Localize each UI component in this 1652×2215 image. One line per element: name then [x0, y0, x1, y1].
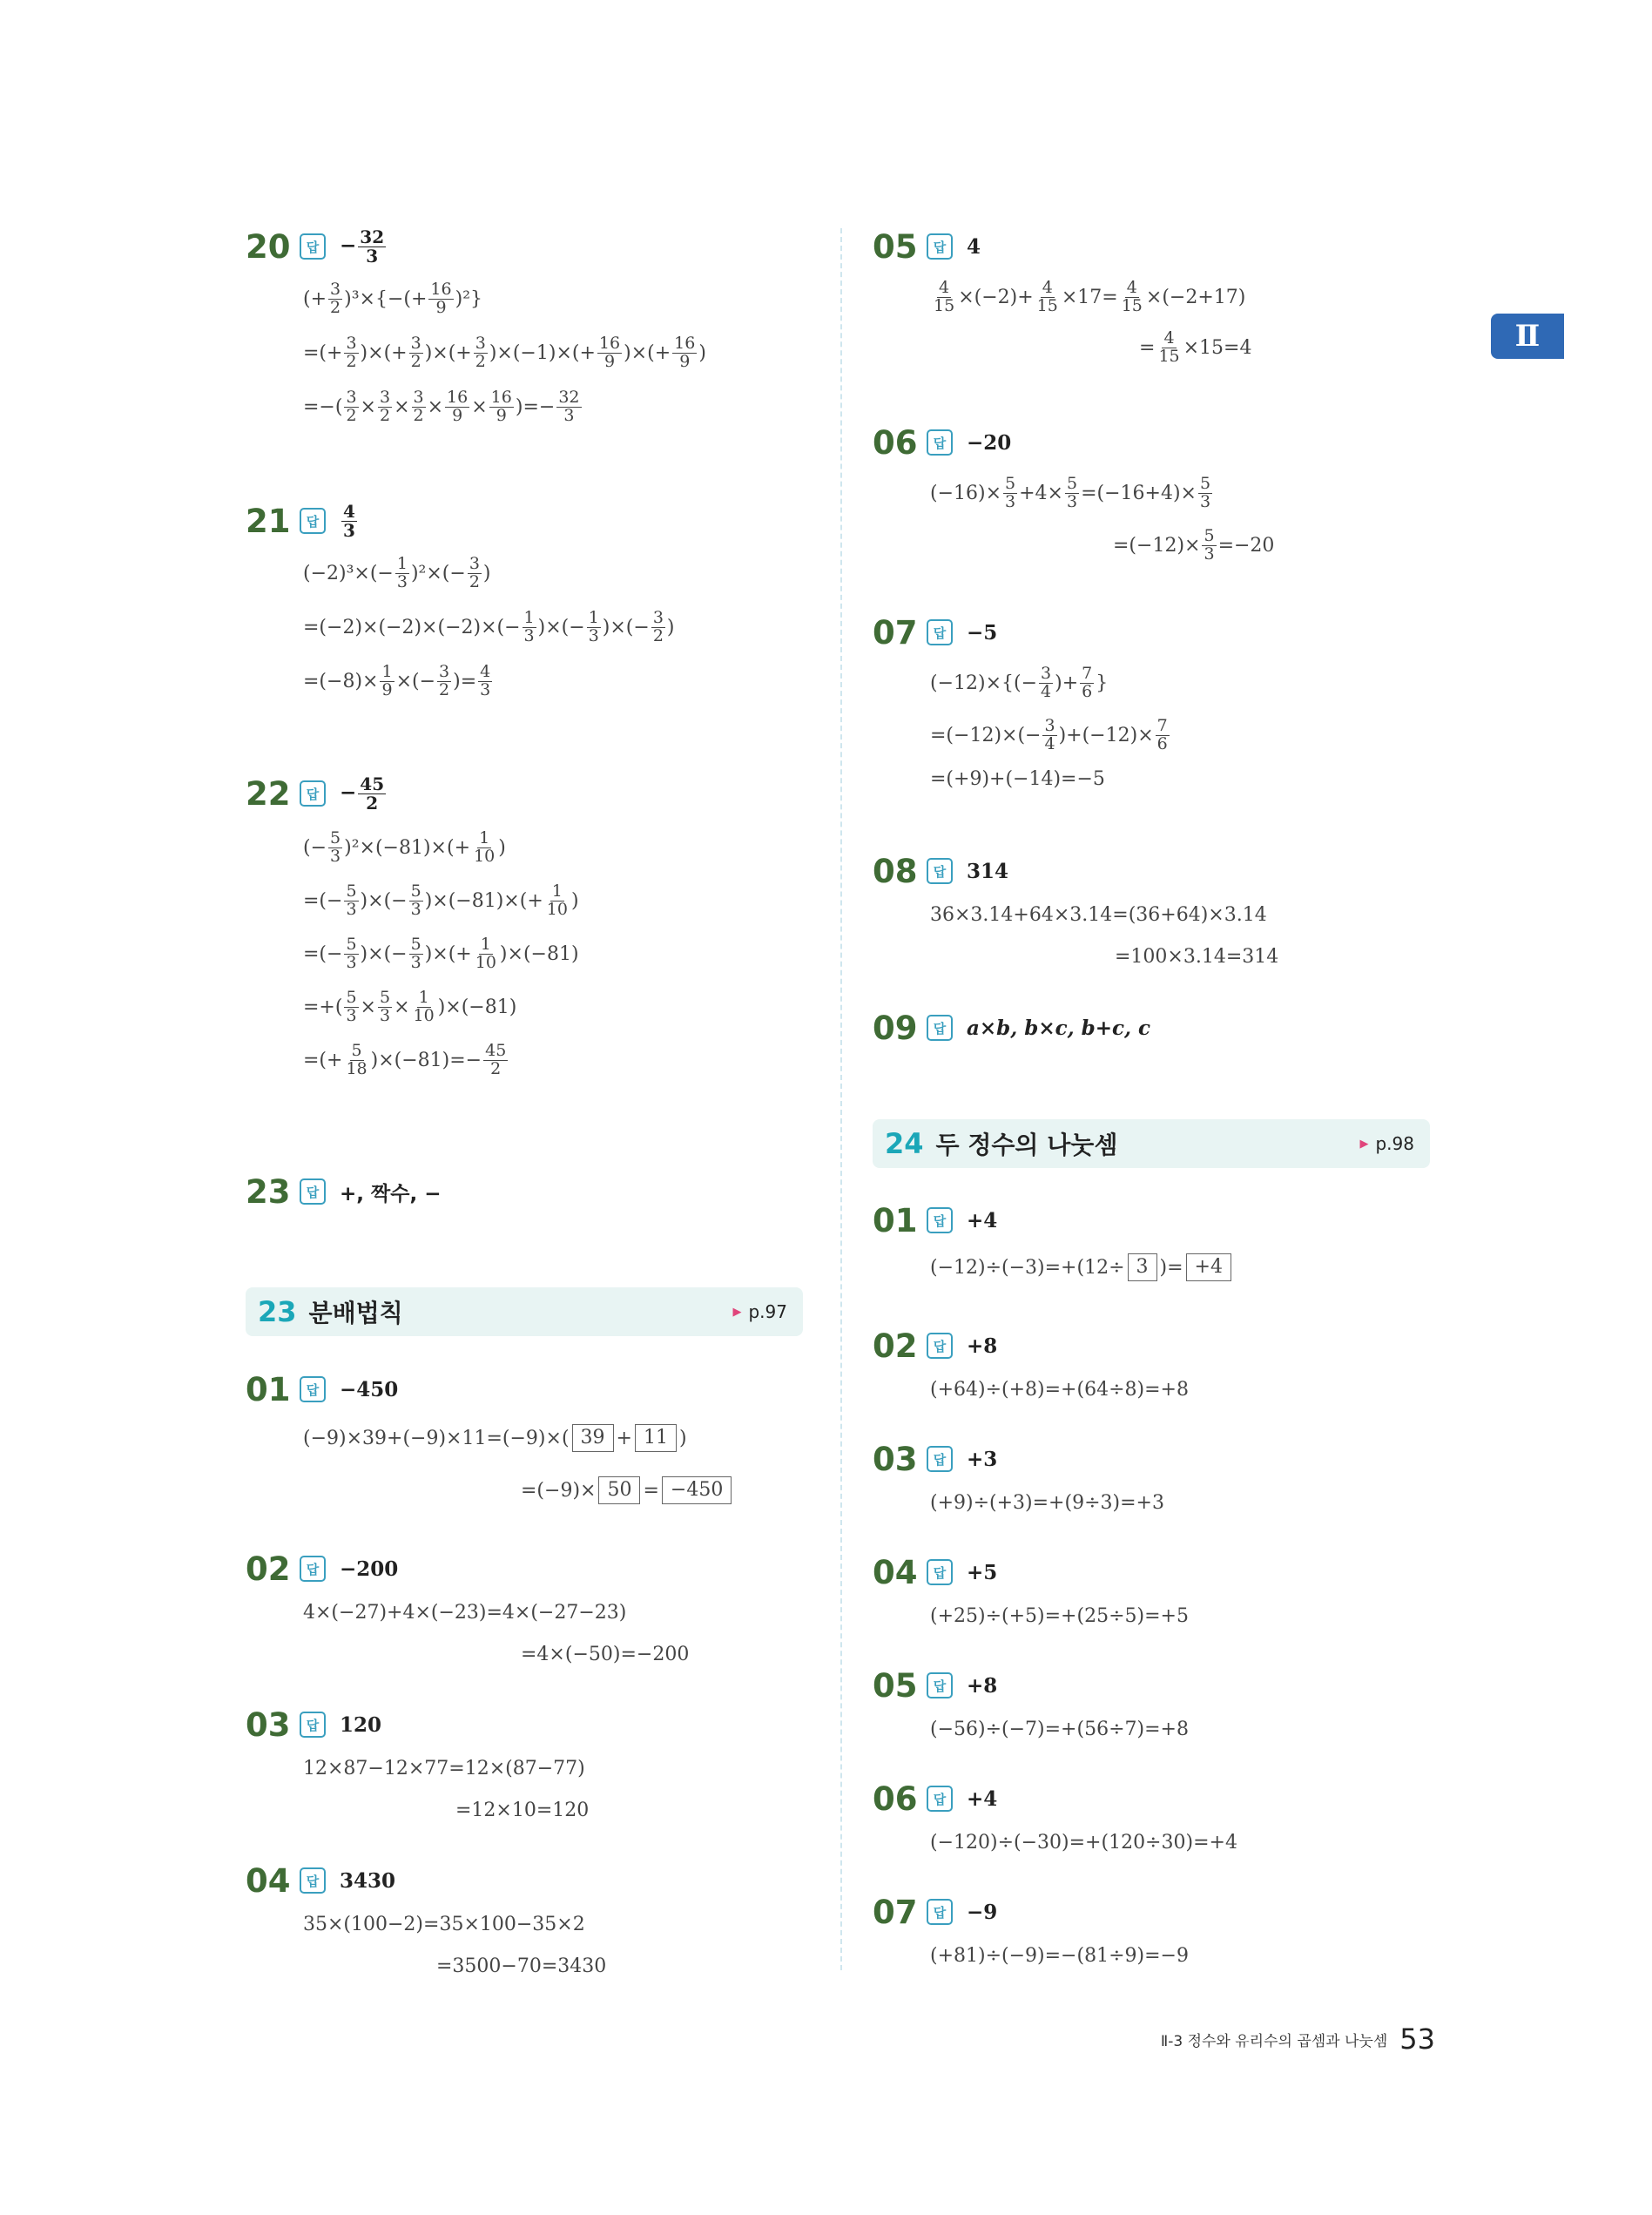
solution-line: =(+ $\frac{5}{18}$ )×(−81)=− $\frac{45}{2}$: [303, 1040, 507, 1078]
answer: −20: [967, 430, 1012, 455]
solution-line: (+25)÷(+5)=+(25÷5)=+5: [930, 1604, 1189, 1627]
answer: − $\frac{32}{3}$: [340, 226, 385, 267]
answer-tag: 답: [927, 429, 953, 456]
solution-line: (−9)×39+(−9)×11=(−9)×( 39 + 11 ): [303, 1419, 803, 1457]
problem-number: 22: [246, 774, 291, 813]
answer: $\frac{4}{3}$: [343, 500, 355, 541]
answer: 120: [340, 1712, 382, 1737]
solution-line: =+( $\frac{5}{3}$ × $\frac{5}{3}$ × $\frac{1}{10}$ )×(−81): [303, 987, 517, 1025]
answer: +4: [967, 1208, 998, 1232]
problem-22: [246, 769, 803, 1079]
problem-09: [873, 1003, 1430, 1052]
problem-number: 05: [873, 227, 918, 266]
answer-tag: 답: [300, 233, 326, 260]
problem-number: 03: [873, 1440, 918, 1478]
problem-number: 20: [246, 227, 291, 266]
solution-line: =(− $\frac{5}{3}$ )×(− $\frac{5}{3}$ )×(+ $\frac{1}{10}$ )×(−81): [303, 934, 579, 972]
solution-line: =100×3.14=314: [1115, 945, 1279, 968]
solution-line: =(−9)× 50 = −450: [303, 1471, 803, 1509]
blank-box: 39: [572, 1424, 614, 1452]
section-header-24: [873, 1119, 1430, 1168]
answer-tag: 답: [927, 1672, 953, 1698]
solution-line: (+81)÷(−9)=−(81÷9)=−9: [930, 1944, 1189, 1967]
problem-number: 02: [873, 1327, 918, 1365]
blank-box: 50: [598, 1476, 640, 1504]
answer: 314: [967, 859, 1009, 883]
section-title: 분배법칙: [308, 1299, 403, 1327]
problem-number: 09: [873, 1009, 918, 1047]
answer: −450: [340, 1377, 399, 1401]
answer: − $\frac{45}{2}$: [340, 773, 385, 814]
solution-line: =(+9)+(−14)=−5: [930, 767, 1105, 790]
solution-line: =12×10=120: [455, 1799, 590, 1821]
section-page-ref: ▶ p.98: [1359, 1133, 1414, 1154]
answer: +5: [967, 1560, 998, 1584]
problem-number: 06: [873, 1779, 918, 1818]
answer: a×b, b×c, b+c, c: [967, 1016, 1151, 1040]
problem-number: 07: [873, 613, 918, 652]
problem-03: [246, 1700, 803, 1829]
problem-number: 07: [873, 1893, 918, 1931]
solution-line: 12×87−12×77=12×(87−77): [303, 1757, 585, 1779]
answer-tag: 답: [927, 1333, 953, 1359]
problem-20: [246, 222, 803, 426]
problem-number: 03: [246, 1705, 291, 1744]
answer-tag: 답: [927, 233, 953, 260]
answer: +4: [967, 1786, 998, 1811]
solution-line: =−( $\frac{3}{2}$ × $\frac{3}{2}$ × $\frac{3}{2}$ × $\frac{16}{9}$ × $\frac{16}{9}$ )=− $\frac{32}{3}$: [303, 387, 580, 425]
division-problem-05: [873, 1661, 1430, 1748]
solution-line: =(− $\frac{5}{3}$ )×(− $\frac{5}{3}$ )×(−81)×(+ $\frac{1}{10}$ ): [303, 881, 579, 919]
section-page-ref: ▶ p.97: [732, 1301, 787, 1322]
solution-line: =3500−70=3430: [436, 1955, 607, 1977]
problem-number: 05: [873, 1666, 918, 1705]
answer-tag: 답: [300, 1712, 326, 1738]
division-problem-02: [873, 1321, 1430, 1408]
solution-line: =(+ $\frac{3}{2}$ )×(+ $\frac{3}{2}$ )×(+ $\frac{3}{2}$ )×(−1)×(+ $\frac{16}{9}$ )×(+ $\frac{16}{9}$ ): [303, 333, 706, 371]
answer: +8: [967, 1334, 998, 1358]
answer-tag: 답: [300, 1556, 326, 1582]
section-number: 23: [258, 1295, 297, 1328]
solution-line: (−56)÷(−7)=+(56÷7)=+8: [930, 1718, 1189, 1740]
answer: +, 짝수, −: [340, 1182, 442, 1205]
problem-number: 02: [246, 1550, 291, 1588]
division-problem-04: [873, 1548, 1430, 1635]
problem-number: 06: [873, 423, 918, 462]
solution-line: (−12)×{(− $\frac{3}{4}$ )+ $\frac{7}{6}$ }: [930, 663, 1109, 701]
section-number: 24: [885, 1127, 924, 1160]
answer-tag: 답: [300, 1178, 326, 1205]
answer: −200: [340, 1557, 399, 1581]
solution-line: =(−12)×(− $\frac{3}{4}$ )+(−12)× $\frac{7}{6}$: [930, 715, 1168, 753]
answer: 3430: [340, 1868, 396, 1893]
answer-tag: 답: [300, 1867, 326, 1894]
answer-tag: 답: [927, 619, 953, 645]
answer-tag: 답: [927, 1899, 953, 1925]
solution-line: 4×(−27)+4×(−23)=4×(−27−23): [303, 1601, 627, 1624]
solution-line: (−2)³×(− $\frac{1}{3}$ )²×(− $\frac{3}{2}$ ): [303, 553, 491, 591]
solution-line: =(−2)×(−2)×(−2)×(− $\frac{1}{3}$ )×(− $\frac{1}{3}$ )×(− $\frac{3}{2}$ ): [303, 607, 675, 645]
solution-line: (+ $\frac{3}{2}$ )³×{−(+ $\frac{16}{9}$ )²}: [303, 279, 483, 317]
solution-line: (−16)× $\frac{5}{3}$ +4× $\frac{5}{3}$ =(−16+4)× $\frac{5}{3}$: [930, 473, 1211, 511]
solution-line: = $\frac{4}{15}$ ×15=4: [1139, 328, 1252, 366]
problem-01: [246, 1365, 803, 1509]
column-divider: [840, 228, 842, 1970]
answer: −5: [967, 620, 998, 645]
division-problem-06: [873, 1774, 1430, 1861]
solution-line: (+64)÷(+8)=+(64÷8)=+8: [930, 1378, 1189, 1401]
answer-tag: 답: [927, 1207, 953, 1233]
solution-line: 36×3.14+64×3.14=(36+64)×3.14: [930, 903, 1267, 926]
triangle-icon: ▶: [1359, 1137, 1369, 1151]
blank-box: 11: [635, 1424, 677, 1452]
answer: −9: [967, 1900, 998, 1924]
answer-tag: 답: [927, 1015, 953, 1041]
solution-line: 35×(100−2)=35×100−35×2: [303, 1913, 585, 1935]
chapter-tab: Ⅱ: [1491, 314, 1564, 359]
solution-line: (− $\frac{5}{3}$ )²×(−81)×(+ $\frac{1}{10}$ ): [303, 827, 506, 866]
answer-tag: 답: [300, 780, 326, 807]
answer: +3: [967, 1447, 998, 1471]
problem-05: [873, 222, 1430, 367]
footer-chapter-title: Ⅱ-3 정수와 유리수의 곱셈과 나눗셈: [1160, 2032, 1388, 2050]
solution-line: (+9)÷(+3)=+(9÷3)=+3: [930, 1491, 1164, 1514]
problem-08: [873, 847, 1430, 976]
problem-number: 08: [873, 852, 918, 890]
solution-line: =(−8)× $\frac{1}{9}$ ×(− $\frac{3}{2}$ )= $\frac{4}{3}$: [303, 661, 491, 699]
page-footer: [1045, 2023, 1435, 2056]
solution-line: (−120)÷(−30)=+(120÷30)=+4: [930, 1831, 1237, 1854]
blank-box: −450: [662, 1476, 732, 1504]
answer: 4: [967, 234, 981, 259]
problem-21: [246, 496, 803, 700]
solution-line: =4×(−50)=−200: [521, 1643, 690, 1665]
problem-number: 21: [246, 502, 291, 540]
problem-number: 04: [246, 1861, 291, 1900]
section-title: 두 정수의 나눗셈: [935, 1131, 1118, 1159]
answer-tag: 답: [927, 1559, 953, 1585]
answer-tag: 답: [927, 1446, 953, 1472]
blank-box: +4: [1186, 1253, 1231, 1281]
triangle-icon: ▶: [732, 1305, 742, 1319]
blank-box: 3: [1128, 1253, 1157, 1281]
problem-23: [246, 1167, 803, 1216]
section-header-23: [246, 1287, 803, 1336]
problem-number: 23: [246, 1172, 291, 1211]
problem-07: [873, 608, 1430, 798]
answer-tag: 답: [300, 1376, 326, 1402]
problem-04: [246, 1856, 803, 1985]
answer: +8: [967, 1673, 998, 1698]
solution-line: (−12)÷(−3)=+(12÷ 3 )= +4: [930, 1248, 1430, 1286]
solution-line: $\frac{4}{15}$ ×(−2)+ $\frac{4}{15}$ ×17= $\frac{4}{15}$ ×(−2+17): [934, 277, 1246, 315]
division-problem-01: [873, 1196, 1430, 1286]
problem-number: 04: [873, 1553, 918, 1591]
answer-tag: 답: [927, 858, 953, 884]
answer-tag: 답: [300, 508, 326, 534]
problem-06: [873, 418, 1430, 564]
page-number: 53: [1399, 2023, 1435, 2056]
solution-line: =(−12)× $\frac{5}{3}$ =−20: [1113, 525, 1275, 564]
problem-02: [246, 1544, 803, 1673]
problem-number: 01: [246, 1370, 291, 1408]
answer-tag: 답: [927, 1786, 953, 1812]
division-problem-07: [873, 1887, 1430, 1975]
division-problem-03: [873, 1435, 1430, 1522]
problem-number: 01: [873, 1201, 918, 1239]
